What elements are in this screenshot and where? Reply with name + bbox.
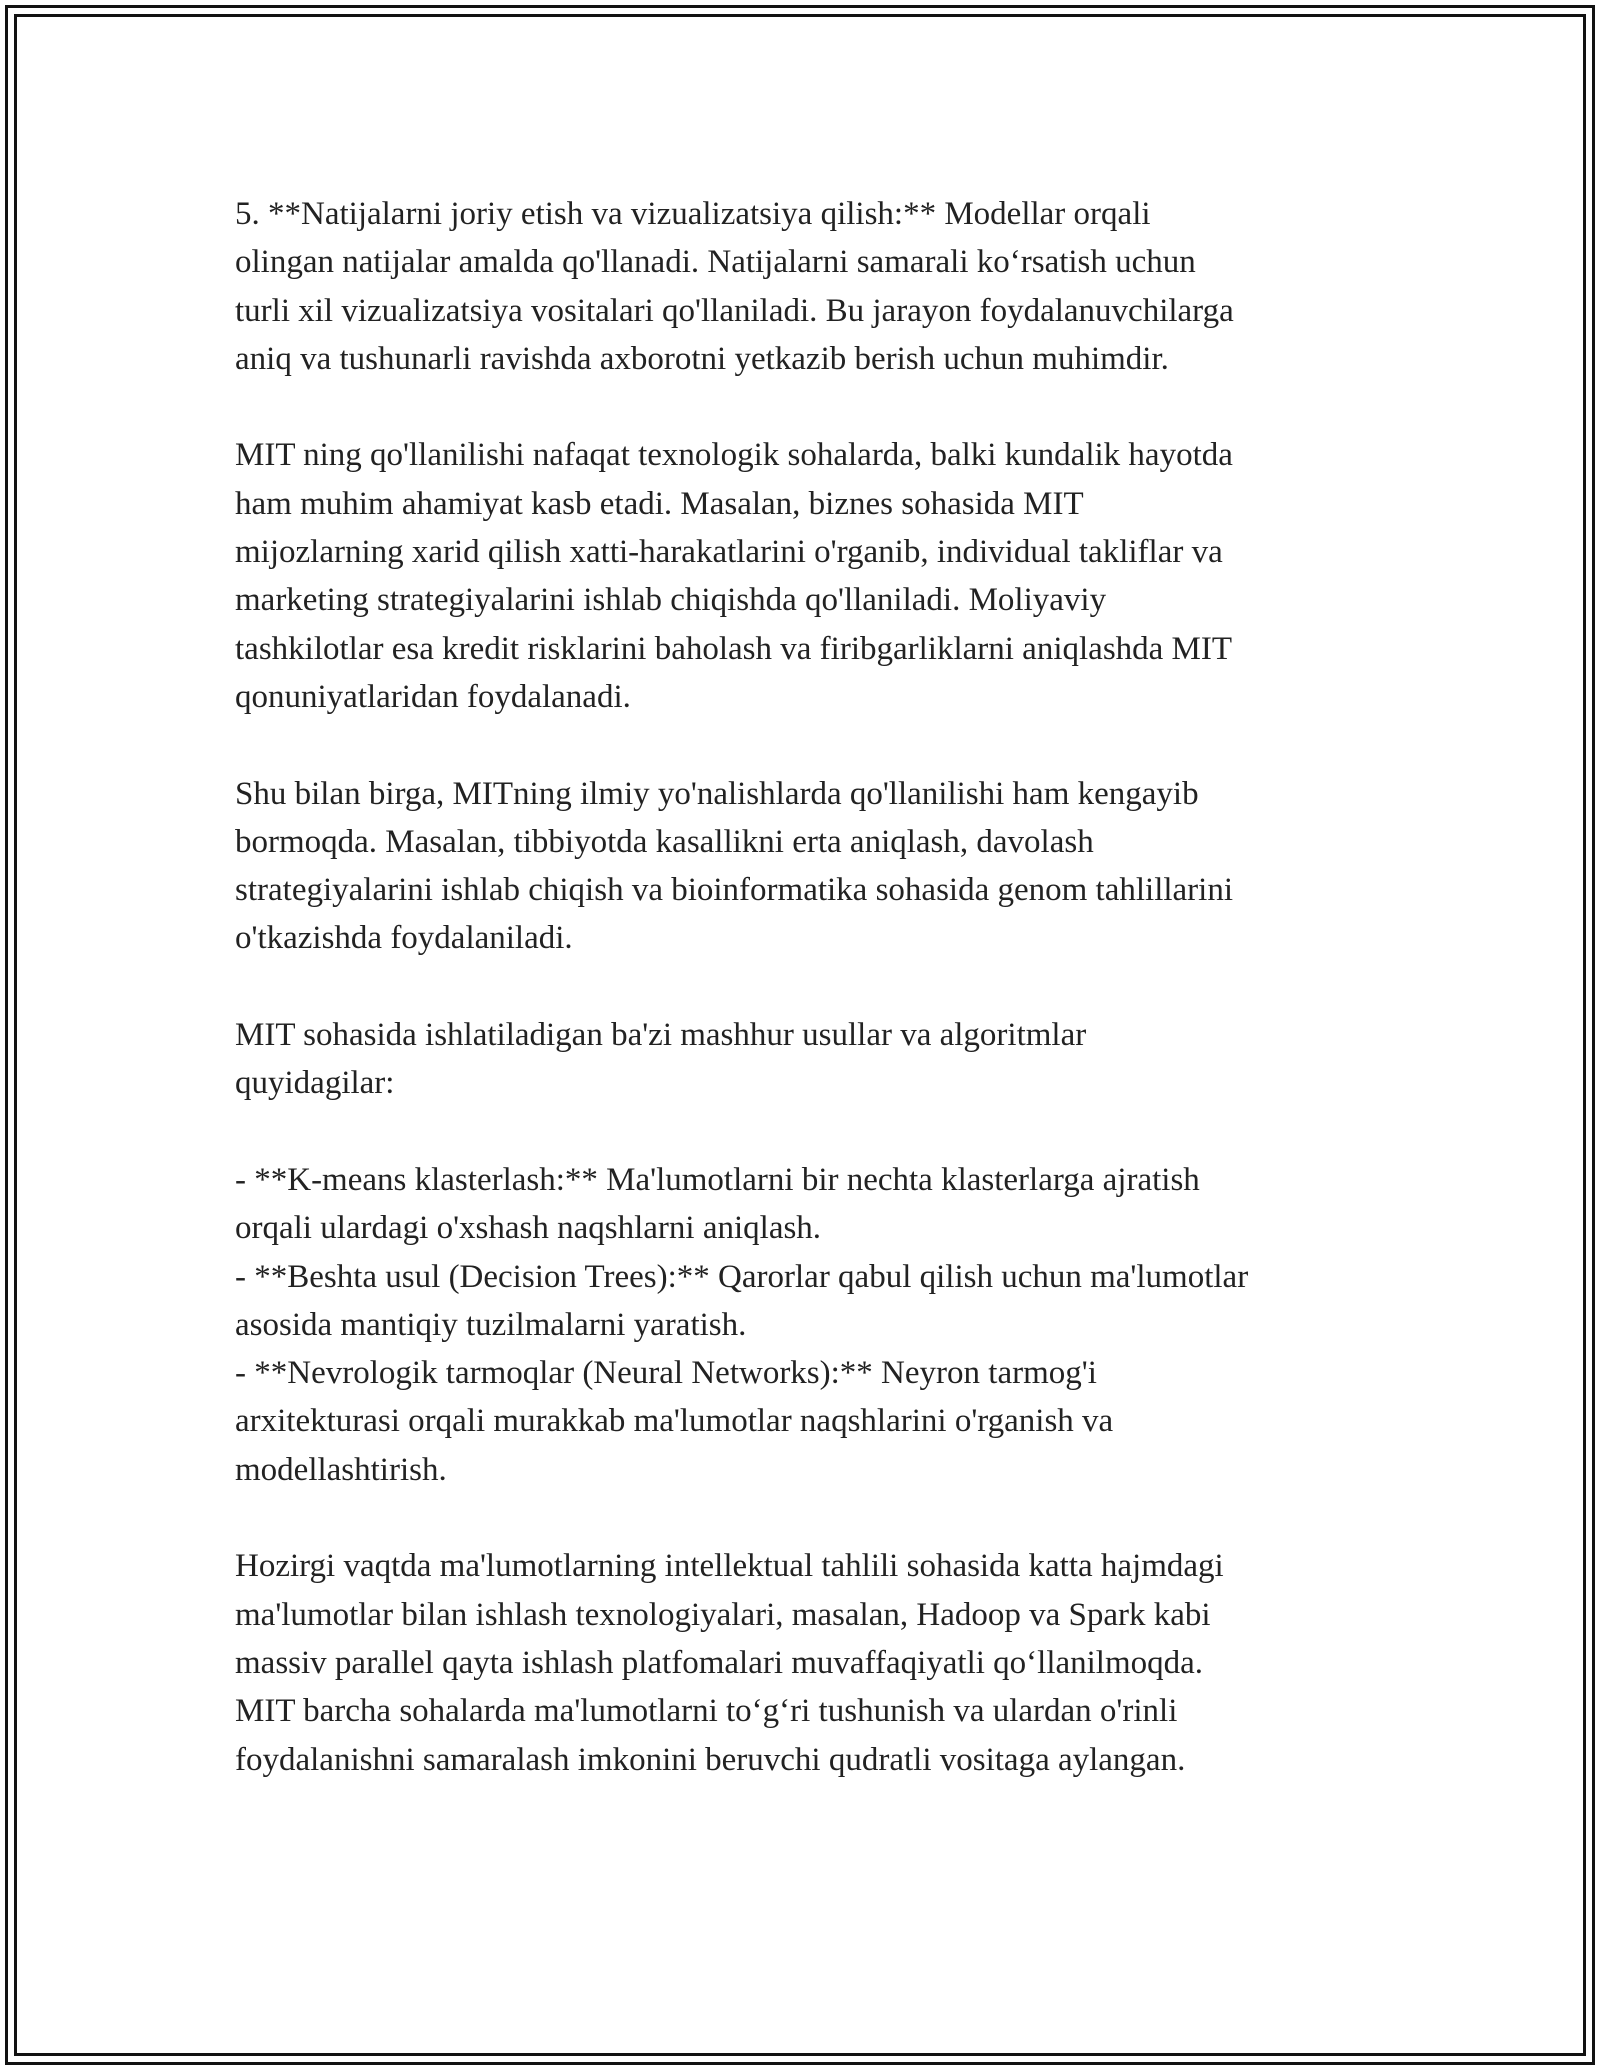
list-item-neural-networks: - **Nevrologik tarmoqlar (Neural Networks):** Neyron tarmog'i arxitekturasi orqali murakkab ma'lumotlar naqshlarini o'rganish va modellashtirish. <box>235 1355 1114 1488</box>
paragraph-scientific-applications: Shu bilan birga, MITning ilmiy yo'nalishlarda qo'llanilishi ham kengayib bormoqda. Masalan, tibbiyotda kasallikni erta aniqlash, davolash strategiyalarini ishlab chiqish va bioinformatika sohasida genom tahlillarini o'tkazishda foydalaniladi. <box>235 775 1234 957</box>
list-item-kmeans: - **K-means klasterlash:** Ma'lumotlarni bir nechta klasterlarga ajratish orqali ulardagi o'xshash naqshlarni aniqlash. <box>235 1161 1200 1247</box>
document-body <box>235 190 1375 1832</box>
paragraph-results-visualization: 5. **Natijalarni joriy etish va vizualizatsiya qilish:** Modellar orqali olingan natijalar amalda qo'llanadi. Natijalarni samarali ko‘rsatish uchun turli xil vizualizatsiya vositalari qo'llaniladi. Bu jarayon foydalanuvchilarga aniq va tushunarli ravishda axborotni yetkazib berish uchun muhimdir. <box>235 196 1234 377</box>
list-item-decision-trees: - **Beshta usul (Decision Trees):** Qarorlar qabul qilish uchun ma'lumotlar asosida mantiqiy tuzilmalarni yaratish. <box>235 1258 1249 1343</box>
methods-list <box>235 1156 1375 1494</box>
paragraph-methods-intro: MIT sohasida ishlatiladigan ba'zi mashhur usullar va algoritmlar quyidagilar: <box>235 1017 1087 1102</box>
paragraph-mit-applications: MIT ning qo'llanilishi nafaqat texnologik sohalarda, balki kundalik hayotda ham muhim ahamiyat kasb etadi. Masalan, biznes sohasida MIT mijozlarning xarid qilish xatti-harakatlarini o'rganib, individual takliflar va marketing strategiyalarini ishlab chiqishda qo'llaniladi. Moliyaviy tashkilotlar esa kredit risklarini baholash va firibgarliklarni aniqlashda MIT qonuniyatlaridan foydalanadi. <box>235 437 1233 715</box>
paragraph-big-data: Hozirgi vaqtda ma'lumotlarning intellektual tahlili sohasida katta hajmdagi ma'lumotlar bilan ishlash texnologiyalari, masalan, Hadoop va Spark kabi massiv parallel qayta ishlash platfomalari muvaffaqiyatli qo‘llanilmoqda. MIT barcha sohalarda ma'lumotlarni to‘g‘ri tushunish va ulardan o'rinli foydalanishni samaralash imkonini beruvchi qudratli vositaga aylangan. <box>235 1548 1224 1778</box>
